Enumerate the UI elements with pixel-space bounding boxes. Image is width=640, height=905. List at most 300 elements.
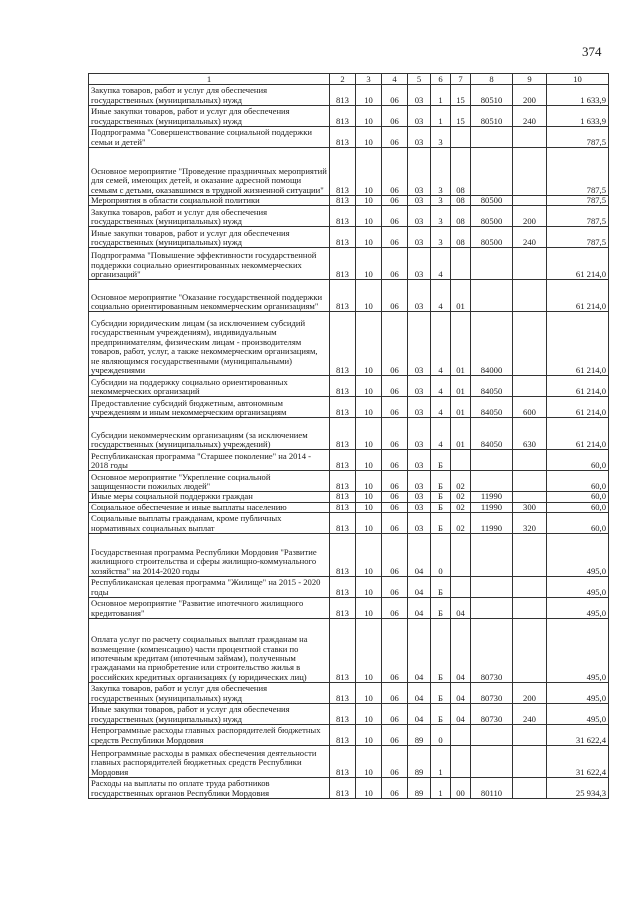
row-code-cell: 08 xyxy=(451,227,471,248)
row-name-cell: Субсидии некоммерческим организациям (за исключением государственных (муниципальных) учреждений) xyxy=(89,418,330,450)
row-code-cell: 01 xyxy=(451,376,471,397)
row-code-cell: 06 xyxy=(382,492,408,502)
row-code-cell: 200 xyxy=(513,206,547,227)
row-sum-cell: 25 934,3 xyxy=(547,778,609,799)
row-name-cell: Основное мероприятие "Развитие ипотечного жилищного кредитования" xyxy=(89,598,330,619)
row-code-cell: 3 xyxy=(431,148,451,196)
row-name-cell: Субсидии на поддержку социально ориентированных некоммерческих организаций xyxy=(89,376,330,397)
row-code-cell: 04 xyxy=(451,619,471,683)
row-code-cell: 06 xyxy=(382,227,408,248)
row-name-cell: Закупка товаров, работ и услуг для обеспечения государственных (муниципальных) нужд xyxy=(89,683,330,704)
row-code-cell: 10 xyxy=(356,598,382,619)
row-code-cell xyxy=(471,148,513,196)
row-code-cell: 06 xyxy=(382,450,408,471)
row-code-cell: 813 xyxy=(330,619,356,683)
row-name-cell: Иные закупки товаров, работ и услуг для обеспечения государственных (муниципальных) нужд xyxy=(89,106,330,127)
row-code-cell xyxy=(513,280,547,312)
row-code-cell: 10 xyxy=(356,312,382,376)
row-code-cell: 10 xyxy=(356,502,382,512)
row-code-cell: 240 xyxy=(513,704,547,725)
row-code-cell: 84050 xyxy=(471,397,513,418)
row-code-cell: 813 xyxy=(330,746,356,778)
row-code-cell xyxy=(471,127,513,148)
row-code-cell xyxy=(471,725,513,746)
row-code-cell xyxy=(451,534,471,577)
row-code-cell: 06 xyxy=(382,206,408,227)
row-sum-cell: 61 214,0 xyxy=(547,280,609,312)
row-code-cell: 06 xyxy=(382,127,408,148)
row-code-cell: Б xyxy=(431,619,451,683)
row-code-cell: 10 xyxy=(356,85,382,106)
row-code-cell: 01 xyxy=(451,312,471,376)
row-code-cell: 4 xyxy=(431,418,451,450)
row-code-cell: 02 xyxy=(451,513,471,534)
row-code-cell: 10 xyxy=(356,704,382,725)
row-code-cell: 04 xyxy=(408,704,431,725)
row-code-cell: 04 xyxy=(451,704,471,725)
row-name-cell: Расходы на выплаты по оплате труда работников государственных органов Республики Мордовия xyxy=(89,778,330,799)
table-row xyxy=(89,127,609,148)
row-code-cell xyxy=(451,450,471,471)
row-code-cell: 04 xyxy=(408,598,431,619)
table-row xyxy=(89,502,609,512)
row-code-cell: Б xyxy=(431,513,451,534)
table-row xyxy=(89,85,609,106)
table-row xyxy=(89,725,609,746)
column-header: 9 xyxy=(513,74,547,85)
row-code-cell: 813 xyxy=(330,376,356,397)
row-code-cell xyxy=(471,534,513,577)
row-code-cell: 1 xyxy=(431,746,451,778)
row-code-cell: 813 xyxy=(330,397,356,418)
row-name-cell: Подпрограмма "Совершенствование социальной поддержки семьи и детей" xyxy=(89,127,330,148)
row-code-cell: 10 xyxy=(356,227,382,248)
row-code-cell: 06 xyxy=(382,418,408,450)
row-code-cell: 89 xyxy=(408,778,431,799)
row-code-cell: 10 xyxy=(356,376,382,397)
row-code-cell: 200 xyxy=(513,683,547,704)
row-code-cell xyxy=(513,450,547,471)
row-code-cell xyxy=(451,725,471,746)
row-sum-cell: 60,0 xyxy=(547,450,609,471)
table-row xyxy=(89,450,609,471)
row-code-cell: 813 xyxy=(330,248,356,280)
row-code-cell: 80730 xyxy=(471,619,513,683)
row-sum-cell: 495,0 xyxy=(547,704,609,725)
table-row xyxy=(89,148,609,196)
row-sum-cell: 1 633,9 xyxy=(547,85,609,106)
row-code-cell: 813 xyxy=(330,683,356,704)
row-sum-cell: 60,0 xyxy=(547,502,609,512)
row-sum-cell: 60,0 xyxy=(547,513,609,534)
row-code-cell: 4 xyxy=(431,376,451,397)
row-code-cell: 4 xyxy=(431,280,451,312)
row-name-cell: Республиканская программа "Старшее поколение" на 2014 - 2018 годы xyxy=(89,450,330,471)
table-row xyxy=(89,534,609,577)
row-code-cell: 80730 xyxy=(471,704,513,725)
row-sum-cell: 495,0 xyxy=(547,534,609,577)
row-name-cell: Республиканская целевая программа "Жилище" на 2015 - 2020 годы xyxy=(89,577,330,598)
row-code-cell xyxy=(471,577,513,598)
row-code-cell: 89 xyxy=(408,746,431,778)
row-code-cell: 10 xyxy=(356,196,382,206)
row-code-cell xyxy=(471,248,513,280)
row-code-cell xyxy=(513,778,547,799)
row-name-cell: Мероприятия в области социальной политики xyxy=(89,196,330,206)
table-row xyxy=(89,577,609,598)
row-code-cell xyxy=(471,746,513,778)
row-sum-cell: 60,0 xyxy=(547,471,609,492)
row-sum-cell: 787,5 xyxy=(547,227,609,248)
row-code-cell: 03 xyxy=(408,227,431,248)
budget-table xyxy=(88,73,609,799)
row-name-cell: Оплата услуг по расчету социальных выплат гражданам на возмещение (компенсацию) части процентной ставки по ипотечным кредитам (ипотечным займам), полученным гражданами на приобретение или строительство жилья в российских кредитных организациях (у юридических лиц) xyxy=(89,619,330,683)
row-code-cell: Б xyxy=(431,598,451,619)
row-code-cell: 11990 xyxy=(471,492,513,502)
row-sum-cell: 1 633,9 xyxy=(547,106,609,127)
row-code-cell xyxy=(513,127,547,148)
row-sum-cell: 61 214,0 xyxy=(547,397,609,418)
row-code-cell: 80730 xyxy=(471,683,513,704)
row-sum-cell: 495,0 xyxy=(547,577,609,598)
row-code-cell: 10 xyxy=(356,206,382,227)
row-code-cell: 06 xyxy=(382,280,408,312)
header-row xyxy=(89,74,609,85)
row-code-cell: 06 xyxy=(382,106,408,127)
row-code-cell: 10 xyxy=(356,619,382,683)
row-code-cell: 03 xyxy=(408,502,431,512)
row-code-cell: 01 xyxy=(451,418,471,450)
row-code-cell: 10 xyxy=(356,127,382,148)
row-code-cell xyxy=(513,471,547,492)
row-code-cell: 10 xyxy=(356,280,382,312)
row-code-cell xyxy=(513,577,547,598)
row-code-cell: 600 xyxy=(513,397,547,418)
column-header: 7 xyxy=(451,74,471,85)
row-code-cell: 1 xyxy=(431,85,451,106)
row-sum-cell: 31 622,4 xyxy=(547,746,609,778)
row-code-cell xyxy=(451,127,471,148)
row-name-cell: Социальные выплаты гражданам, кроме публичных нормативных социальных выплат xyxy=(89,513,330,534)
row-code-cell: 84050 xyxy=(471,376,513,397)
row-code-cell: 84000 xyxy=(471,312,513,376)
row-name-cell: Непрограммные расходы главных распорядителей бюджетных средств Республики Мордовия xyxy=(89,725,330,746)
row-code-cell xyxy=(451,746,471,778)
row-code-cell: 03 xyxy=(408,513,431,534)
table-row xyxy=(89,746,609,778)
row-code-cell: 10 xyxy=(356,106,382,127)
column-header: 10 xyxy=(547,74,609,85)
row-code-cell: 04 xyxy=(408,577,431,598)
row-code-cell xyxy=(513,619,547,683)
row-sum-cell: 787,5 xyxy=(547,206,609,227)
row-code-cell: 03 xyxy=(408,85,431,106)
row-code-cell: 813 xyxy=(330,85,356,106)
row-code-cell: 04 xyxy=(451,683,471,704)
row-code-cell: 3 xyxy=(431,206,451,227)
row-code-cell: 10 xyxy=(356,248,382,280)
column-header: 3 xyxy=(356,74,382,85)
row-code-cell xyxy=(513,725,547,746)
row-code-cell xyxy=(451,248,471,280)
row-code-cell: 06 xyxy=(382,534,408,577)
row-code-cell: 15 xyxy=(451,106,471,127)
row-code-cell: Б xyxy=(431,502,451,512)
row-code-cell: 10 xyxy=(356,577,382,598)
row-name-cell: Социальное обеспечение и иные выплаты населению xyxy=(89,502,330,512)
row-code-cell: 813 xyxy=(330,577,356,598)
row-code-cell: 3 xyxy=(431,196,451,206)
table-row xyxy=(89,513,609,534)
row-code-cell xyxy=(513,746,547,778)
row-code-cell: 03 xyxy=(408,106,431,127)
table-row xyxy=(89,619,609,683)
row-code-cell: 08 xyxy=(451,196,471,206)
row-code-cell: 06 xyxy=(382,471,408,492)
row-name-cell: Иные меры социальной поддержки граждан xyxy=(89,492,330,502)
row-code-cell: 3 xyxy=(431,127,451,148)
row-code-cell: 80510 xyxy=(471,106,513,127)
column-header: 8 xyxy=(471,74,513,85)
table-row xyxy=(89,196,609,206)
row-code-cell: 11990 xyxy=(471,502,513,512)
row-code-cell xyxy=(513,196,547,206)
column-header: 5 xyxy=(408,74,431,85)
column-header: 1 xyxy=(89,74,330,85)
row-code-cell: 06 xyxy=(382,502,408,512)
row-code-cell: 630 xyxy=(513,418,547,450)
row-code-cell: 06 xyxy=(382,725,408,746)
row-code-cell xyxy=(513,376,547,397)
row-code-cell xyxy=(471,598,513,619)
row-sum-cell: 787,5 xyxy=(547,127,609,148)
row-code-cell: 200 xyxy=(513,85,547,106)
row-code-cell: Б xyxy=(431,683,451,704)
table-row xyxy=(89,106,609,127)
row-code-cell xyxy=(513,312,547,376)
row-code-cell: 813 xyxy=(330,206,356,227)
row-code-cell: 03 xyxy=(408,127,431,148)
column-header: 2 xyxy=(330,74,356,85)
row-code-cell: 06 xyxy=(382,778,408,799)
row-sum-cell: 495,0 xyxy=(547,683,609,704)
row-code-cell: 03 xyxy=(408,280,431,312)
table-body xyxy=(89,85,609,799)
row-code-cell: 813 xyxy=(330,148,356,196)
row-code-cell: 03 xyxy=(408,376,431,397)
row-code-cell: 10 xyxy=(356,418,382,450)
row-code-cell: 80500 xyxy=(471,206,513,227)
row-code-cell xyxy=(451,577,471,598)
row-sum-cell: 787,5 xyxy=(547,196,609,206)
row-code-cell: 813 xyxy=(330,227,356,248)
row-code-cell: 4 xyxy=(431,312,451,376)
row-name-cell: Непрограммные расходы в рамках обеспечения деятельности главных распорядителей бюджетных средств Республики Мордовия xyxy=(89,746,330,778)
row-code-cell: 02 xyxy=(451,502,471,512)
row-code-cell: 10 xyxy=(356,471,382,492)
row-code-cell: 3 xyxy=(431,227,451,248)
row-code-cell: 10 xyxy=(356,725,382,746)
row-code-cell: 813 xyxy=(330,502,356,512)
row-name-cell: Основное мероприятие "Оказание государственной поддержки социально ориентированным некоммерческим организациям" xyxy=(89,280,330,312)
row-code-cell: 04 xyxy=(408,619,431,683)
row-code-cell: 06 xyxy=(382,746,408,778)
table-row xyxy=(89,471,609,492)
row-code-cell: 320 xyxy=(513,513,547,534)
row-code-cell: 06 xyxy=(382,148,408,196)
row-code-cell: 813 xyxy=(330,534,356,577)
row-code-cell: 1 xyxy=(431,106,451,127)
row-code-cell: 06 xyxy=(382,619,408,683)
row-code-cell: 06 xyxy=(382,683,408,704)
row-name-cell: Государственная программа Республики Мордовия "Развитие жилищного строительства и сферы жилищно-коммунального хозяйства" на 2014-2020 годы xyxy=(89,534,330,577)
row-code-cell: 03 xyxy=(408,418,431,450)
row-code-cell: 10 xyxy=(356,778,382,799)
row-code-cell: 03 xyxy=(408,148,431,196)
row-code-cell xyxy=(513,534,547,577)
row-sum-cell: 31 622,4 xyxy=(547,725,609,746)
row-code-cell: 15 xyxy=(451,85,471,106)
row-code-cell: 03 xyxy=(408,492,431,502)
row-code-cell: 89 xyxy=(408,725,431,746)
row-code-cell: 02 xyxy=(451,492,471,502)
row-code-cell: 10 xyxy=(356,683,382,704)
table-row xyxy=(89,280,609,312)
row-name-cell: Подпрограмма "Повышение эффективности государственной поддержки социально ориентированных некоммерческих организаций" xyxy=(89,248,330,280)
row-code-cell: 06 xyxy=(382,577,408,598)
row-sum-cell: 61 214,0 xyxy=(547,376,609,397)
row-code-cell: 80510 xyxy=(471,85,513,106)
row-code-cell: 80110 xyxy=(471,778,513,799)
row-code-cell xyxy=(513,598,547,619)
column-header: 4 xyxy=(382,74,408,85)
row-name-cell: Закупка товаров, работ и услуг для обеспечения государственных (муниципальных) нужд xyxy=(89,85,330,106)
table-row xyxy=(89,778,609,799)
row-sum-cell: 787,5 xyxy=(547,148,609,196)
row-code-cell: 06 xyxy=(382,397,408,418)
row-code-cell: 00 xyxy=(451,778,471,799)
row-code-cell: 813 xyxy=(330,513,356,534)
row-code-cell: 10 xyxy=(356,746,382,778)
row-code-cell: 240 xyxy=(513,106,547,127)
row-code-cell: 240 xyxy=(513,227,547,248)
row-code-cell: 06 xyxy=(382,513,408,534)
row-code-cell: 813 xyxy=(330,778,356,799)
table-row xyxy=(89,492,609,502)
row-code-cell: 06 xyxy=(382,704,408,725)
row-code-cell: Б xyxy=(431,577,451,598)
table-row xyxy=(89,397,609,418)
row-sum-cell: 495,0 xyxy=(547,598,609,619)
row-code-cell: 06 xyxy=(382,376,408,397)
row-name-cell: Иные закупки товаров, работ и услуг для обеспечения государственных (муниципальных) нужд xyxy=(89,227,330,248)
row-code-cell: 4 xyxy=(431,397,451,418)
row-code-cell: 03 xyxy=(408,248,431,280)
table-row xyxy=(89,206,609,227)
row-code-cell: 10 xyxy=(356,397,382,418)
row-code-cell: 813 xyxy=(330,418,356,450)
row-code-cell xyxy=(513,148,547,196)
row-code-cell: 813 xyxy=(330,725,356,746)
table-row xyxy=(89,683,609,704)
row-code-cell: 813 xyxy=(330,704,356,725)
row-code-cell: 03 xyxy=(408,450,431,471)
row-code-cell: 10 xyxy=(356,492,382,502)
row-code-cell: 813 xyxy=(330,450,356,471)
row-code-cell: 80500 xyxy=(471,196,513,206)
row-code-cell: 300 xyxy=(513,502,547,512)
row-code-cell: Б xyxy=(431,450,451,471)
row-code-cell: 80500 xyxy=(471,227,513,248)
row-sum-cell: 61 214,0 xyxy=(547,248,609,280)
row-code-cell: 03 xyxy=(408,397,431,418)
row-name-cell: Основное мероприятие "Укрепление социальной защищенности пожилых людей" xyxy=(89,471,330,492)
row-code-cell: 03 xyxy=(408,471,431,492)
row-sum-cell: 61 214,0 xyxy=(547,418,609,450)
row-sum-cell: 60,0 xyxy=(547,492,609,502)
row-code-cell: 06 xyxy=(382,248,408,280)
row-code-cell: 1 xyxy=(431,778,451,799)
row-code-cell: 11990 xyxy=(471,513,513,534)
row-code-cell: 08 xyxy=(451,148,471,196)
row-code-cell: Б xyxy=(431,471,451,492)
row-code-cell: 01 xyxy=(451,397,471,418)
row-code-cell: 03 xyxy=(408,312,431,376)
row-name-cell: Основное мероприятие "Проведение праздничных мероприятий для семей, имеющих детей, и оказание адресной помощи семьям с детьми, оказавшимся в трудной жизненной ситуации" xyxy=(89,148,330,196)
row-code-cell xyxy=(471,471,513,492)
row-code-cell: 08 xyxy=(451,206,471,227)
row-code-cell: 01 xyxy=(451,280,471,312)
row-code-cell: 06 xyxy=(382,85,408,106)
row-sum-cell: 495,0 xyxy=(547,619,609,683)
row-code-cell: 10 xyxy=(356,148,382,196)
row-code-cell: 813 xyxy=(330,492,356,502)
row-code-cell: 03 xyxy=(408,196,431,206)
row-code-cell: 4 xyxy=(431,248,451,280)
row-code-cell: 813 xyxy=(330,312,356,376)
row-code-cell: 06 xyxy=(382,196,408,206)
table-row xyxy=(89,704,609,725)
row-code-cell: 813 xyxy=(330,106,356,127)
row-code-cell: 10 xyxy=(356,513,382,534)
row-code-cell: 04 xyxy=(408,683,431,704)
row-code-cell: 84050 xyxy=(471,418,513,450)
row-name-cell: Закупка товаров, работ и услуг для обеспечения государственных (муниципальных) нужд xyxy=(89,206,330,227)
row-code-cell: 04 xyxy=(408,534,431,577)
row-name-cell: Субсидии юридическим лицам (за исключением субсидий государственным учреждениям), индивидуальным предпринимателям, физическим лицам - производителям товаров, работ, услуг, а также некоммерческим организациям, не являющимся государственными (муниципальными) учреждениями xyxy=(89,312,330,376)
table-row xyxy=(89,418,609,450)
row-code-cell xyxy=(513,492,547,502)
row-code-cell xyxy=(513,248,547,280)
table-row xyxy=(89,376,609,397)
row-name-cell: Иные закупки товаров, работ и услуг для обеспечения государственных (муниципальных) нужд xyxy=(89,704,330,725)
page-number: 374 xyxy=(582,44,602,59)
row-code-cell: 04 xyxy=(451,598,471,619)
row-code-cell xyxy=(471,280,513,312)
row-code-cell: 813 xyxy=(330,280,356,312)
table-row xyxy=(89,598,609,619)
row-code-cell xyxy=(471,450,513,471)
row-code-cell: 10 xyxy=(356,534,382,577)
row-code-cell: 0 xyxy=(431,534,451,577)
row-code-cell: 813 xyxy=(330,196,356,206)
row-code-cell: Б xyxy=(431,492,451,502)
row-name-cell: Предоставление субсидий бюджетным, автономным учреждениям и иным некоммерческим организациям xyxy=(89,397,330,418)
table-row xyxy=(89,227,609,248)
row-code-cell: 10 xyxy=(356,450,382,471)
row-code-cell: 0 xyxy=(431,725,451,746)
row-code-cell: 06 xyxy=(382,598,408,619)
